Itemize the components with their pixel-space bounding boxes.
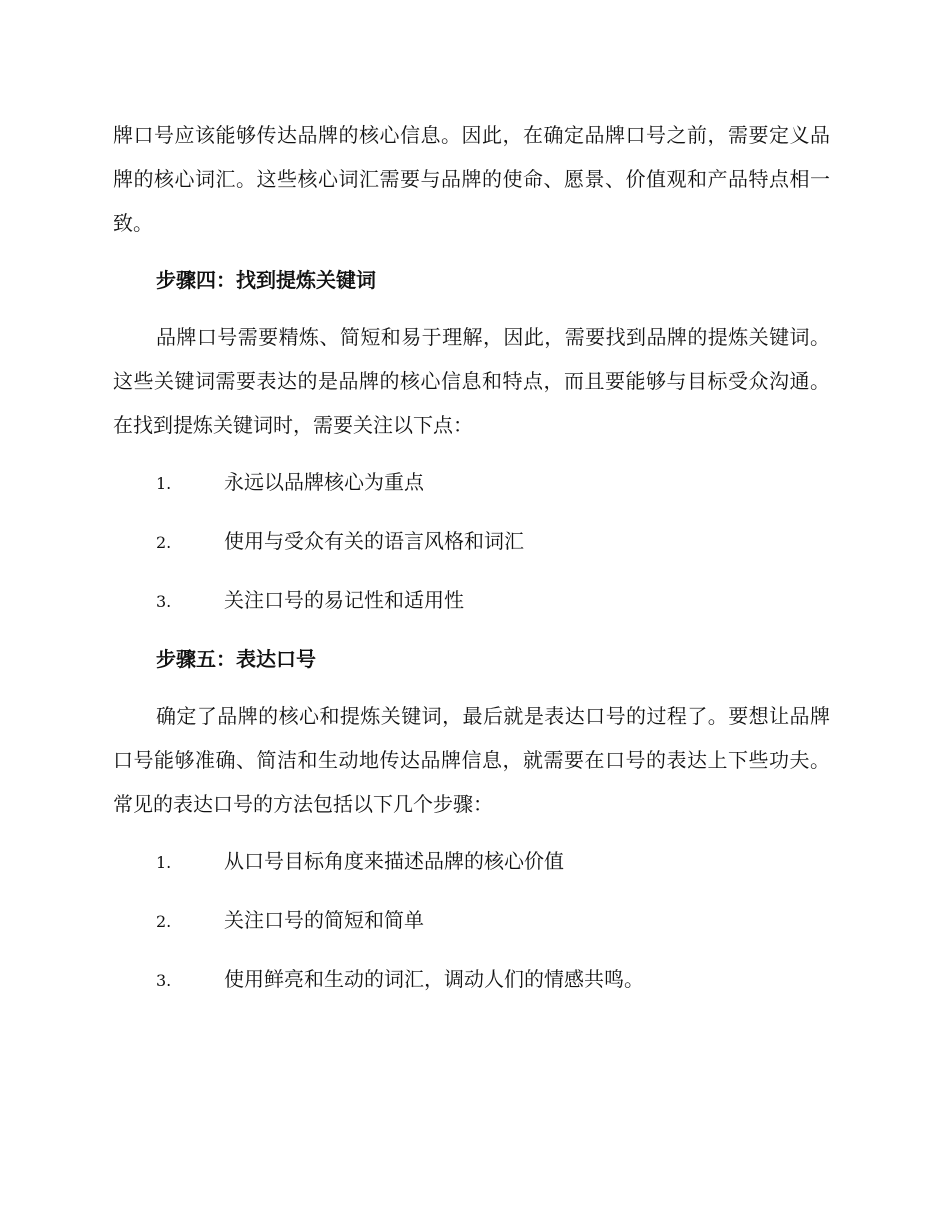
list-item-text: 关注口号的简短和简单 [224,908,424,932]
list-item [113,839,830,885]
list-item-text: 从口号目标角度来描述品牌的核心价值 [224,849,564,873]
list-item-text: 关注口号的易记性和适用性 [224,588,464,612]
list-item [113,578,830,624]
list-number: 3. [156,971,172,990]
list-number: 1. [156,474,172,493]
list-item-text: 永远以品牌核心为重点 [224,470,424,494]
list-item-text: 使用鲜亮和生动的词汇，调动人们的情感共鸣。 [224,967,644,991]
list-number: 3. [156,592,172,611]
list-item [113,957,830,1003]
list-number: 2. [156,533,172,552]
step4-heading: 步骤四：找到提炼关键词 [156,268,376,292]
list-item [113,460,830,506]
list-item [113,519,830,565]
step5-heading: 步骤五：表达口号 [156,647,316,671]
step4-list [113,460,830,624]
step5-list [113,839,830,1003]
list-number: 1. [156,853,172,872]
step4-paragraph: 品牌口号需要精炼、简短和易于理解，因此，需要找到品牌的提炼关键词。这些关键词需要表达的是品牌的核心信息和特点，而且要能够与目标受众沟通。在找到提炼关键词时，需要关注以下点： [113,325,830,437]
list-item-text: 使用与受众有关的语言风格和词汇 [224,529,524,553]
step5-paragraph: 确定了品牌的核心和提炼关键词，最后就是表达口号的过程了。要想让品牌口号能够准确、简洁和生动地传达品牌信息，就需要在口号的表达上下些功夫。常见的表达口号的方法包括以下几个步骤： [113,704,830,816]
intro-paragraph: 牌口号应该能够传达品牌的核心信息。因此，在确定品牌口号之前，需要定义品牌的核心词汇。这些核心词汇需要与品牌的使命、愿景、价值观和产品特点相一致。 [113,123,830,235]
list-number: 2. [156,912,172,931]
list-item [113,898,830,944]
